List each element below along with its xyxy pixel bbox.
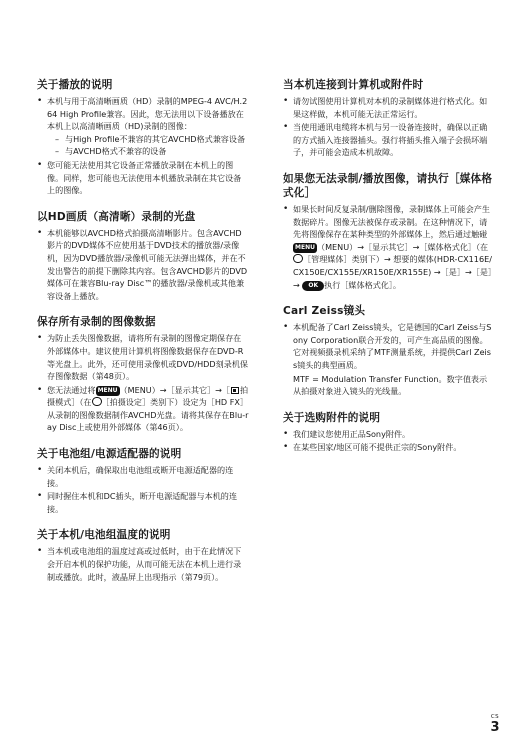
section-carl-zeiss [283, 304, 495, 398]
right-column [283, 78, 495, 467]
bullet-item: • 您可能无法使用其它设备正常播放录制在本机上的图像。同样，您可能也无法使用本机播放录制在其它设备上的图像。 [37, 159, 249, 197]
section-save-data [37, 315, 249, 434]
menu-icon: MENU [97, 386, 118, 394]
rec-mode-icon [231, 387, 239, 394]
bullet-item: • 请勿试图使用计算机对本机的录制媒体进行格式化。如果这样做，本机可能无法正常运行。 [283, 95, 495, 120]
left-column [37, 78, 249, 596]
bullet-text: 本机与用于高清晰画质（HD）录制的MPEG-4 AVC/H.264 High Profile兼容。因此，您无法用以下设备播放在本机上以高清晰画质（HD)录制的图像： [47, 96, 248, 132]
bullet-item: • 为防止丢失图像数据，请将所有录制的图像定期保存在外部媒体中。建议使用计算机将图像数据保存在DVD-R等光盘上。此外，还可使用录像机或DVD/HDD刻录机保存图像数据（第48页）。 [37, 332, 249, 382]
bullet-item [37, 95, 249, 158]
bullet-item: • 同时握住本机和DC插头，断开电源适配器与本机的连接。 [37, 490, 249, 515]
bullet-item: • 本机能够以AVCHD格式拍摄高清晰影片。包含AVCHD影片的DVD媒体不应使用基于DVD技术的播放器/录像机，因为DVD播放器/录像机可能无法弹出媒体，并在不发出警告的前提下删除其内容。包含AVCHD影片的DVD媒体可在兼容Blu-ray Disc™的播放器/录像机或其他兼容设备上播放。 [37, 227, 249, 303]
camera-settings-icon [92, 397, 102, 406]
dash-item: – 与AVCHD格式不兼容的设备 [47, 145, 249, 158]
section-title: 关于电池组/电源适配器的说明 [37, 448, 182, 461]
bullet-item: • 在某些国家/地区可能不提供正宗的Sony附件。 [283, 441, 495, 454]
page-number-value: 3 [490, 720, 500, 735]
manage-media-icon [293, 254, 303, 263]
section-format-media [283, 172, 495, 291]
menu-icon: MENU [295, 243, 315, 251]
bullet-item: • 当使用通讯电缆将本机与另一设备连接时，确保以正确的方式插入连接器插头。强行将插头推入端子会损坏端子，并可能会造成本机故障。 [283, 121, 495, 159]
section-title: Carl Zeiss镜头 [283, 305, 366, 318]
section-title: 关于选购附件的说明 [283, 411, 381, 424]
section-title: 如果您无法录制/播放图像，请执行［媒体格式化］ [283, 172, 493, 199]
bullet-item: • 如果长时间反复录制/删除图像，录制媒体上可能会产生数据碎片。图像无法被保存或录制。在这种情况下，请先将图像保存在某种类型的外部媒体上，然后通过触碰MENU （MENU）→［显示其它］→［媒体格式化］（在［管理媒体］类别下）→ 想要的媒体(HDR-CX116E/CX150E/CX155E/XR150E/XR155E) →［是］→［是］→ OK 执行［媒体格式化］。 [283, 203, 495, 291]
section-title: 保存所有录制的图像数据 [37, 316, 156, 329]
page-number [489, 714, 501, 735]
bullet-item: • 当本机或电池组的温度过高或过低时，由于在此情况下会开启本机的保护功能，从而可能无法在本机上进行录制或播放。此时，液晶屏上出现指示（第79页）。 [37, 545, 249, 583]
ok-icon: OK [302, 281, 324, 291]
mtf-note: MTF = Modulation Transfer Function。数字值表示从拍摄对象进入镜头的光线量。 [293, 373, 488, 397]
section-temperature [37, 528, 249, 583]
language-code: CS [490, 714, 500, 720]
bullet-item: • 您无法通过将 MENU （MENU）→［显示其它］→［ 拍摄模式］（在 ［拍摄设定］类别下）设定为［HD FX］从录制的图像数据制作AVCHD光盘。请将其保存在Blu-ray Disc上或使用外部媒体（第46页）。 [37, 384, 249, 434]
section-playback-notes [37, 78, 249, 197]
section-connection [283, 78, 495, 159]
dash-item: – 与High Profile不兼容的其它AVCHD格式兼容设备 [47, 133, 249, 146]
bullet-item: • 本机配备了Carl Zeiss镜头，它是德国的Carl Zeiss与Sony Corporation联合开发的，可产生高品质的图像。它对视频摄录机采纳了MTF测量系统，并提供Carl Zeiss镜头的典型画质。 [283, 321, 495, 371]
section-battery-adapter [37, 447, 249, 515]
bullet-item: • 我们建议您使用正品Sony附件。 [283, 428, 495, 441]
section-hd-disc [37, 210, 249, 303]
section-accessories [283, 411, 495, 454]
section-title: 关于本机/电池组温度的说明 [37, 529, 171, 542]
section-title: 当本机连接到计算机或附件时 [283, 79, 424, 91]
section-title: 以HD画质（高清晰）录制的光盘 [37, 210, 196, 223]
section-title: 关于播放的说明 [37, 79, 113, 91]
bullet-item: • 关闭本机后，确保取出电池组或断开电源适配器的连接。 [37, 464, 249, 489]
